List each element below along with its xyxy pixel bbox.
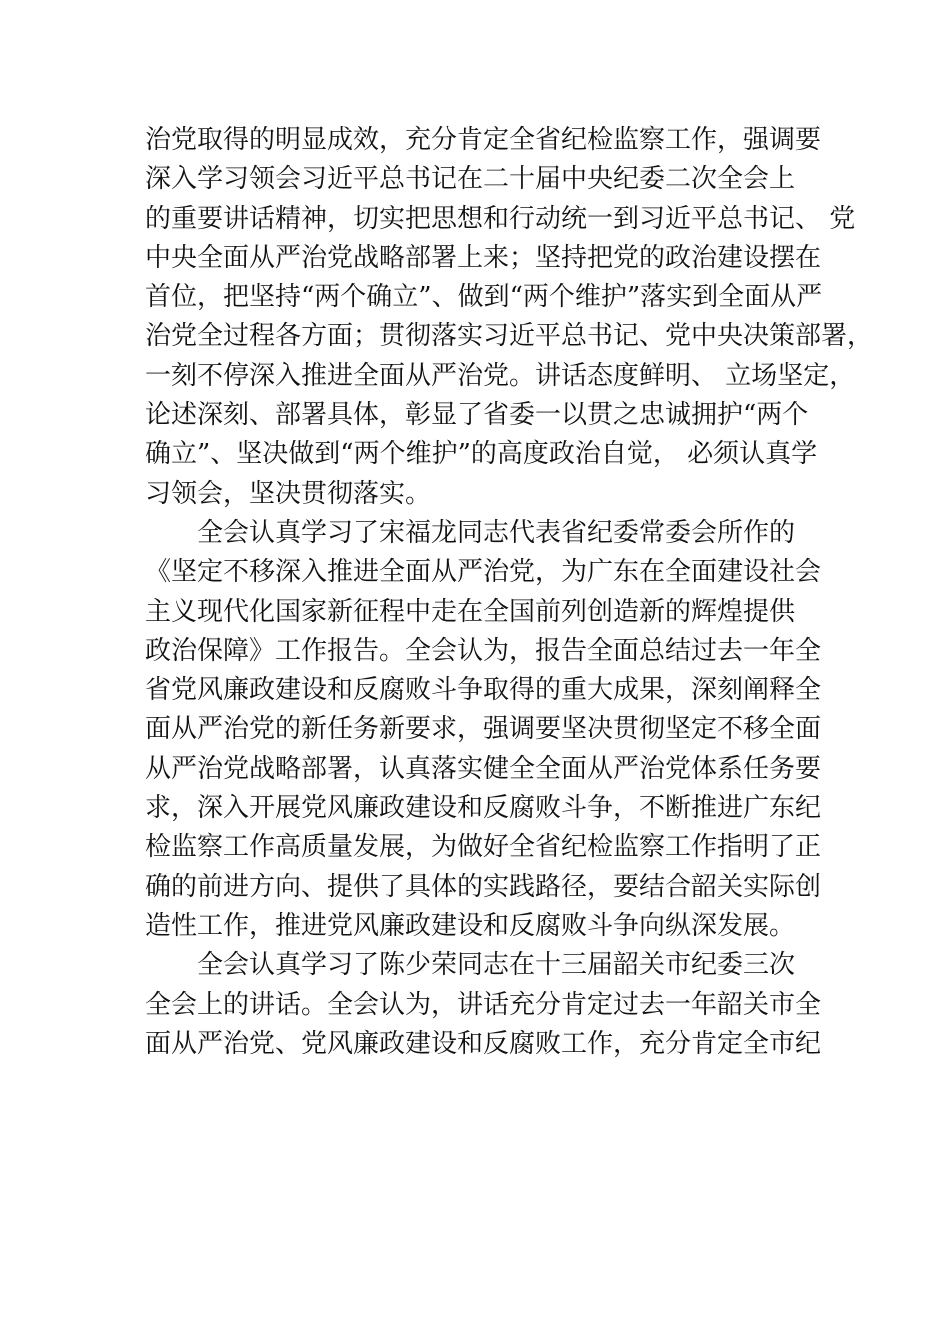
text-line: 全会上的讲话。全会认为，讲话充分肯定过去一年韶关市全 <box>145 989 822 1020</box>
text-line: 面从严治党、党风廉政建设和反腐败工作，充分肯定全市纪 <box>145 1028 822 1059</box>
text-line: 《坚定不移深入推进全面从严治党，为广东在全面建设社会 <box>145 557 822 588</box>
paragraph-2 <box>145 514 822 946</box>
text-line: 求，深入开展党风廉政建设和反腐败斗争，不断推进广东纪 <box>145 793 822 824</box>
text-line: 面从严治党的新任务新要求，强调要坚决贯彻坚定不移全面 <box>145 714 822 745</box>
text-line: 深入学习领会习近平总书记在二十届中央纪委二次全会上 <box>145 164 796 195</box>
text-line: 全会认真学习了宋福龙同志代表省纪委常委会所作的 <box>197 517 796 548</box>
text-line: 全会认真学习了陈少荣同志在十三届韶关市纪委三次 <box>197 950 796 981</box>
text-line: 确的前进方向、提供了具体的实践路径，要结合韶关实际创 <box>145 871 822 902</box>
text-line: 治党取得的明显成效，充分肯定全省纪检监察工作，强调要 <box>145 125 822 155</box>
text-line: 确立”、坚决做到“两个维护”的高度政治自觉， 必须认真学 <box>145 439 818 470</box>
paragraph-3 <box>145 946 822 1064</box>
text-line: 中央全面从严治党战略部署上来；坚持把党的政治建设摆在 <box>145 242 822 273</box>
text-line: 从严治党战略部署，认真落实健全全面从严治党体系任务要 <box>145 753 822 784</box>
text-line: 政治保障》工作报告。全会认为，报告全面总结过去一年全 <box>145 635 822 666</box>
text-line: 习领会，坚决贯彻落实。 <box>145 478 432 509</box>
text-line: 一刻不停深入推进全面从严治党。讲话态度鲜明、 立场坚定， <box>145 360 856 391</box>
text-line: 主义现代化国家新征程中走在全国前列创造新的辉煌提供 <box>145 596 796 627</box>
paragraph-1 <box>145 121 874 514</box>
text-line: 治党全过程各方面；贯彻落实习近平总书记、党中央决策部署， <box>145 321 874 352</box>
document-body <box>145 121 874 1064</box>
text-line: 首位，把坚持“两个确立”、做到“两个维护”落实到全面从严 <box>145 282 823 313</box>
text-line: 论述深刻、部署具体，彰显了省委一以贯之忠诚拥护“两个 <box>145 400 809 431</box>
text-line: 检监察工作高质量发展，为做好全省纪检监察工作指明了正 <box>145 832 822 863</box>
text-line: 的重要讲话精神，切实把思想和行动统一到习近平总书记、 党 <box>145 203 856 234</box>
text-line: 省党风廉政建设和反腐败斗争取得的重大成果，深刻阐释全 <box>145 675 822 706</box>
text-line: 造性工作，推进党风廉政建设和反腐败斗争向纵深发展。 <box>145 910 796 941</box>
